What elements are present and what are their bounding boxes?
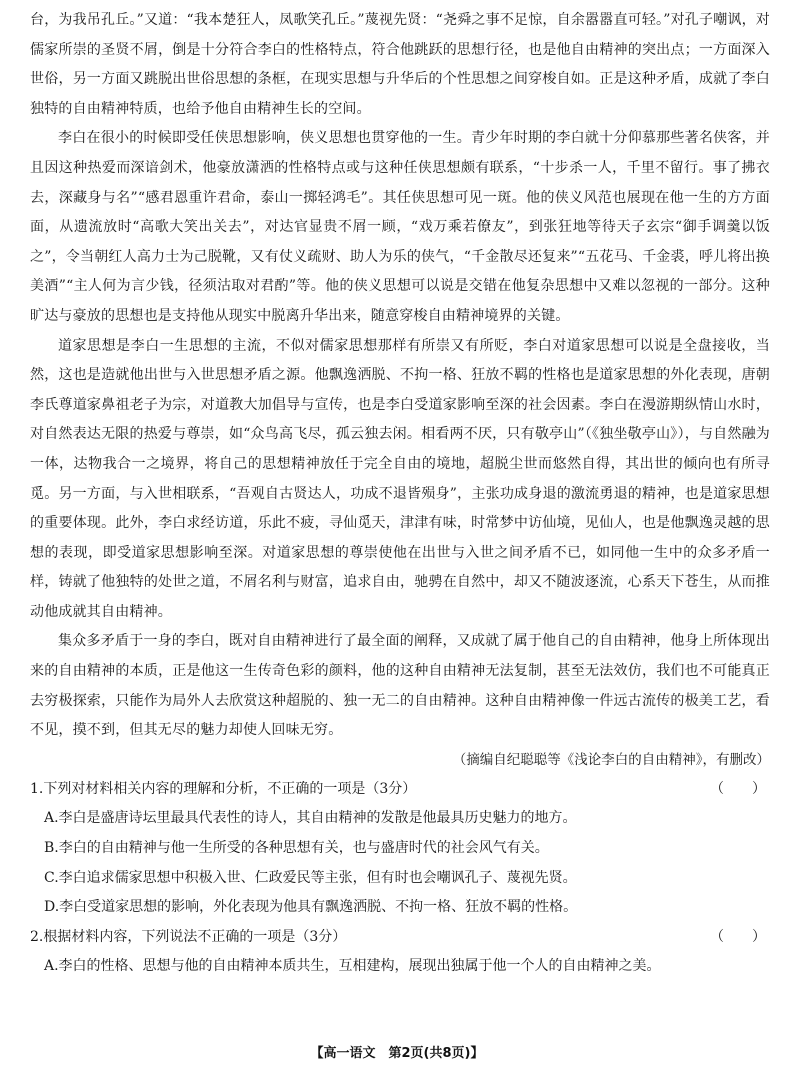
question-1-option-a: A.李白是盛唐诗坛里最具代表性的诗人，其自由精神的发散是他最具历史魅力的地方。 bbox=[44, 810, 577, 827]
article-paragraph-1: 台，为我吊孔丘。”又道：“我本楚狂人，凤歌笑孔丘。”蔑视先贤：“尧舜之事不足惊，自余嚣嚣直可轻。”对孔子嘲讽，对儒家所崇的圣贤不屑，倒是十分符合李白的性格特点，符合他跳跃的思想行径，也是他自由精神的突出点；一方面深入世俗，另一方面又跳脱出世俗思想的条框，在现实思想与升华后的个性思想之间穿梭自如。正是这种矛盾，成就了李白独特的自由精神特质，也给予他自由精神生长的空间。 bbox=[30, 12, 770, 117]
article-paragraph-2: 李白在很小的时候即受任侠思想影响，侠义思想也贯穿他的一生。青少年时期的李白就十分仰慕那些著名侠客，并且因这种热爱而深谙剑术，他豪放潇洒的性格特点或与这种任侠思想颇有联系，“十步杀一人，千里不留行。事了拂衣去，深藏身与名”“感君恩重许君命，泰山一掷轻鸿毛”。其任侠思想可见一斑。他的侠义风范也展现在他一生的方方面面，从遗流放时“高歌大笑出关去”，对达官显贵不屑一顾，“戏万乘若僚友”，到张狂地等待天子玄宗“御手调羹以饭之”，令当朝红人高力士为己脱靴，又有仗义疏财、助人为乐的侠气，“千金散尽还复来”“五花马、千金裘，呼儿将出换美酒”“主人何为言少钱，径须沽取对君酌”等。他的侠义思想可以说是交错在他复杂思想中又难以忽视的一部分。这种旷达与豪放的思想也是支持他从现实中脱离升华出来，随意穿梭自由精神境界的关键。 bbox=[30, 130, 770, 324]
question-2-stem: 2.根据材料内容，下列说法不正确的一项是（3分） bbox=[30, 928, 347, 945]
question-1 bbox=[30, 775, 770, 923]
question-2 bbox=[30, 923, 770, 982]
question-1-answer-bracket: （ ） bbox=[710, 780, 766, 797]
question-1-stem: 1.下列对材料相关内容的理解和分析，不正确的一项是（3分） bbox=[30, 780, 417, 797]
question-2-option-a: A.李白的性格、思想与他的自由精神本质共生，互相建构，展现出独属于他一个人的自由精神之美。 bbox=[44, 958, 661, 975]
question-2-answer-bracket: （ ） bbox=[710, 928, 766, 945]
page-content bbox=[30, 6, 770, 982]
page-footer: 【高一语文 第2页(共8页)】 bbox=[310, 1046, 484, 1061]
article-source: （摘编自纪聪聪等《浅论李白的自由精神》，有删改） bbox=[452, 751, 770, 768]
question-1-option-d: D.李白受道家思想的影响，外化表现为他具有飘逸洒脱、不拘一格、狂放不羁的性格。 bbox=[44, 899, 578, 916]
article-paragraph-4: 集众多矛盾于一身的李白，既对自由精神进行了最全面的阐释，又成就了属于他自己的自由精神，他身上所体现出来的自由精神的本质，正是他这一生传奇色彩的颜料，他的这种自由精神无法复制，甚至无法效仿，我们也不可能真正去穷极探索，只能作为局外人去欣赏这种超脱的、独一无二的自由精神。这种自由精神像一件远古流传的极美工艺，看不见，摸不到，但其无尽的魅力却使人回味无穷。 bbox=[30, 633, 770, 739]
question-1-option-c: C.李白追求儒家思想中积极入世、仁政爱民等主张，但有时也会嘲讽孔子、蔑视先贤。 bbox=[44, 869, 577, 886]
article-paragraph-3: 道家思想是李白一生思想的主流，不似对儒家思想那样有所崇又有所贬，李白对道家思想可以说是全盘接收，当然，这也是造就他出世与入世思想矛盾之源。他飘逸洒脱、不拘一格、狂放不羁的性格也是道家思想的外化表现，唐朝李氏尊道家鼻祖老子为宗，对道教大加倡导与宣传，也是李白受道家影响至深的社会因素。李白在漫游期纵情山水时，对自然表达无限的热爱与尊崇，如“众鸟高飞尽，孤云独去闲。相看两不厌，只有敬亭山”（《独坐敬亭山》），与自然融为一体，达物我合一之境界，将自己的思想精神放任于完全自由的境地，超脱尘世而悠然自得，其出世的倾向也有所寻觅。另一方面，与入世相联系，“吾观自古贤达人，功成不退皆殒身”，主张功成身退的激流勇退的精神，也是道家思想的重要体现。此外，李白求经访道，乐此不疲，寻仙觅天，津津有味，时常梦中访仙境，见仙人，也是他飘逸灵越的思想的表现，即受道家思想影响至深。对道家思想的尊崇使他在出世与入世之间矛盾不已，如同他一生中的众多矛盾一样，铸就了他独特的处世之道，不屑名利与财富，追求自由，驰骋在自然中，却又不随波逐流，心系天下苍生，从而推动他成就其自由精神。 bbox=[30, 337, 770, 620]
question-1-option-b: B.李白的自由精神与他一生所受的各种思想有关，也与盛唐时代的社会风气有关。 bbox=[44, 840, 549, 857]
